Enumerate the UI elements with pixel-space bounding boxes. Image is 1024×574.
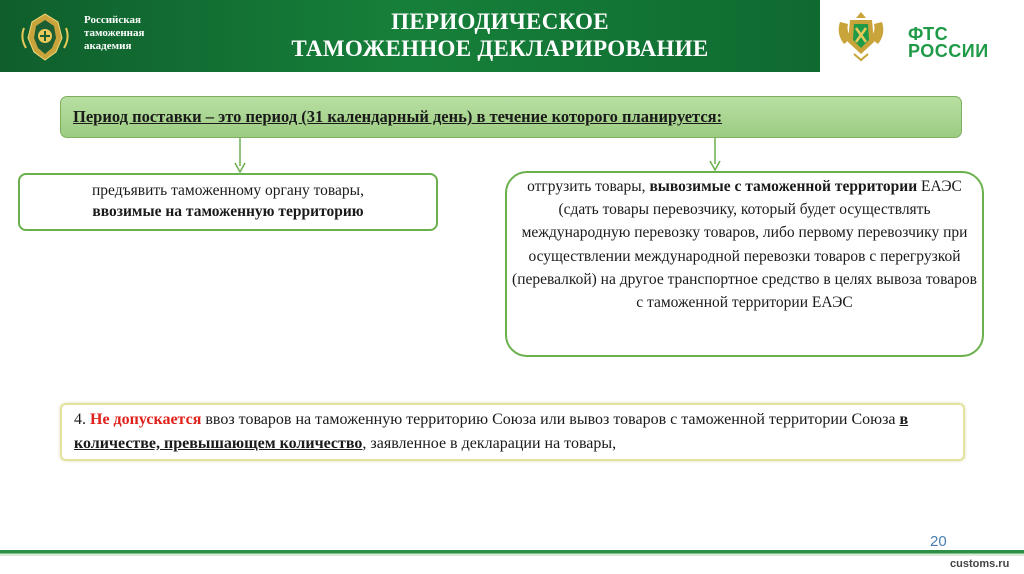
title-line-1: ПЕРИОДИЧЕСКОЕ <box>391 9 609 34</box>
fts-logo-line-1: ФТС <box>908 24 949 44</box>
import-goods-line-2: ввозимые на таможенную территорию <box>92 203 364 220</box>
delivery-period-text: Период поставки – это период (31 календарный день) в течение которого планируется: <box>73 107 723 126</box>
arrow-down-right-icon <box>705 138 725 172</box>
site-url: customs.ru <box>950 558 1010 570</box>
footer-line <box>0 550 1024 556</box>
page-title <box>220 8 780 62</box>
export-goods-text-1: отгрузить товары, <box>527 178 650 195</box>
restriction-underlined-text: в количестве, превышающем количество <box>74 411 909 452</box>
export-goods-text-bold: вывозимые с таможенной территории <box>649 178 918 195</box>
title-line-2: ТАМОЖЕННОЕ ДЕКЛАРИРОВАНИЕ <box>291 36 709 61</box>
restriction-note-box <box>60 403 965 461</box>
restriction-text-1: ввоз товаров на таможенную территорию Союза или вывоз товаров с таможенной территории Союза <box>201 411 900 428</box>
export-goods-text-2: ЕАЭС (сдать товары перевозчику, который будет осуществлять международную перевозку товаров, либо первому перевозчику при осуществлении международной перевозки товаров с перегрузкой (перевалкой) на другое транспортное средство в целях вывоза товаров с таможенной территории ЕАЭС <box>512 178 977 312</box>
arrow-down-left-icon <box>230 138 250 174</box>
restriction-number: 4. <box>74 411 90 428</box>
fts-logo-text <box>908 26 1018 60</box>
page-number: 20 <box>930 533 947 550</box>
header-banner <box>0 0 820 72</box>
restriction-red-text: Не допускается <box>90 411 202 428</box>
import-goods-line-1: предъявить таможенному органу товары, <box>92 182 364 199</box>
academy-emblem-icon <box>18 8 72 64</box>
import-goods-box <box>18 173 438 231</box>
academy-name: Российская таможенная академия <box>84 14 145 52</box>
export-goods-box <box>505 171 984 357</box>
restriction-text-2: , заявленное в декларации на товары, <box>362 435 617 452</box>
fts-emblem-icon <box>832 8 890 64</box>
delivery-period-box <box>60 96 962 138</box>
fts-logo-line-2: РОССИИ <box>908 41 989 61</box>
